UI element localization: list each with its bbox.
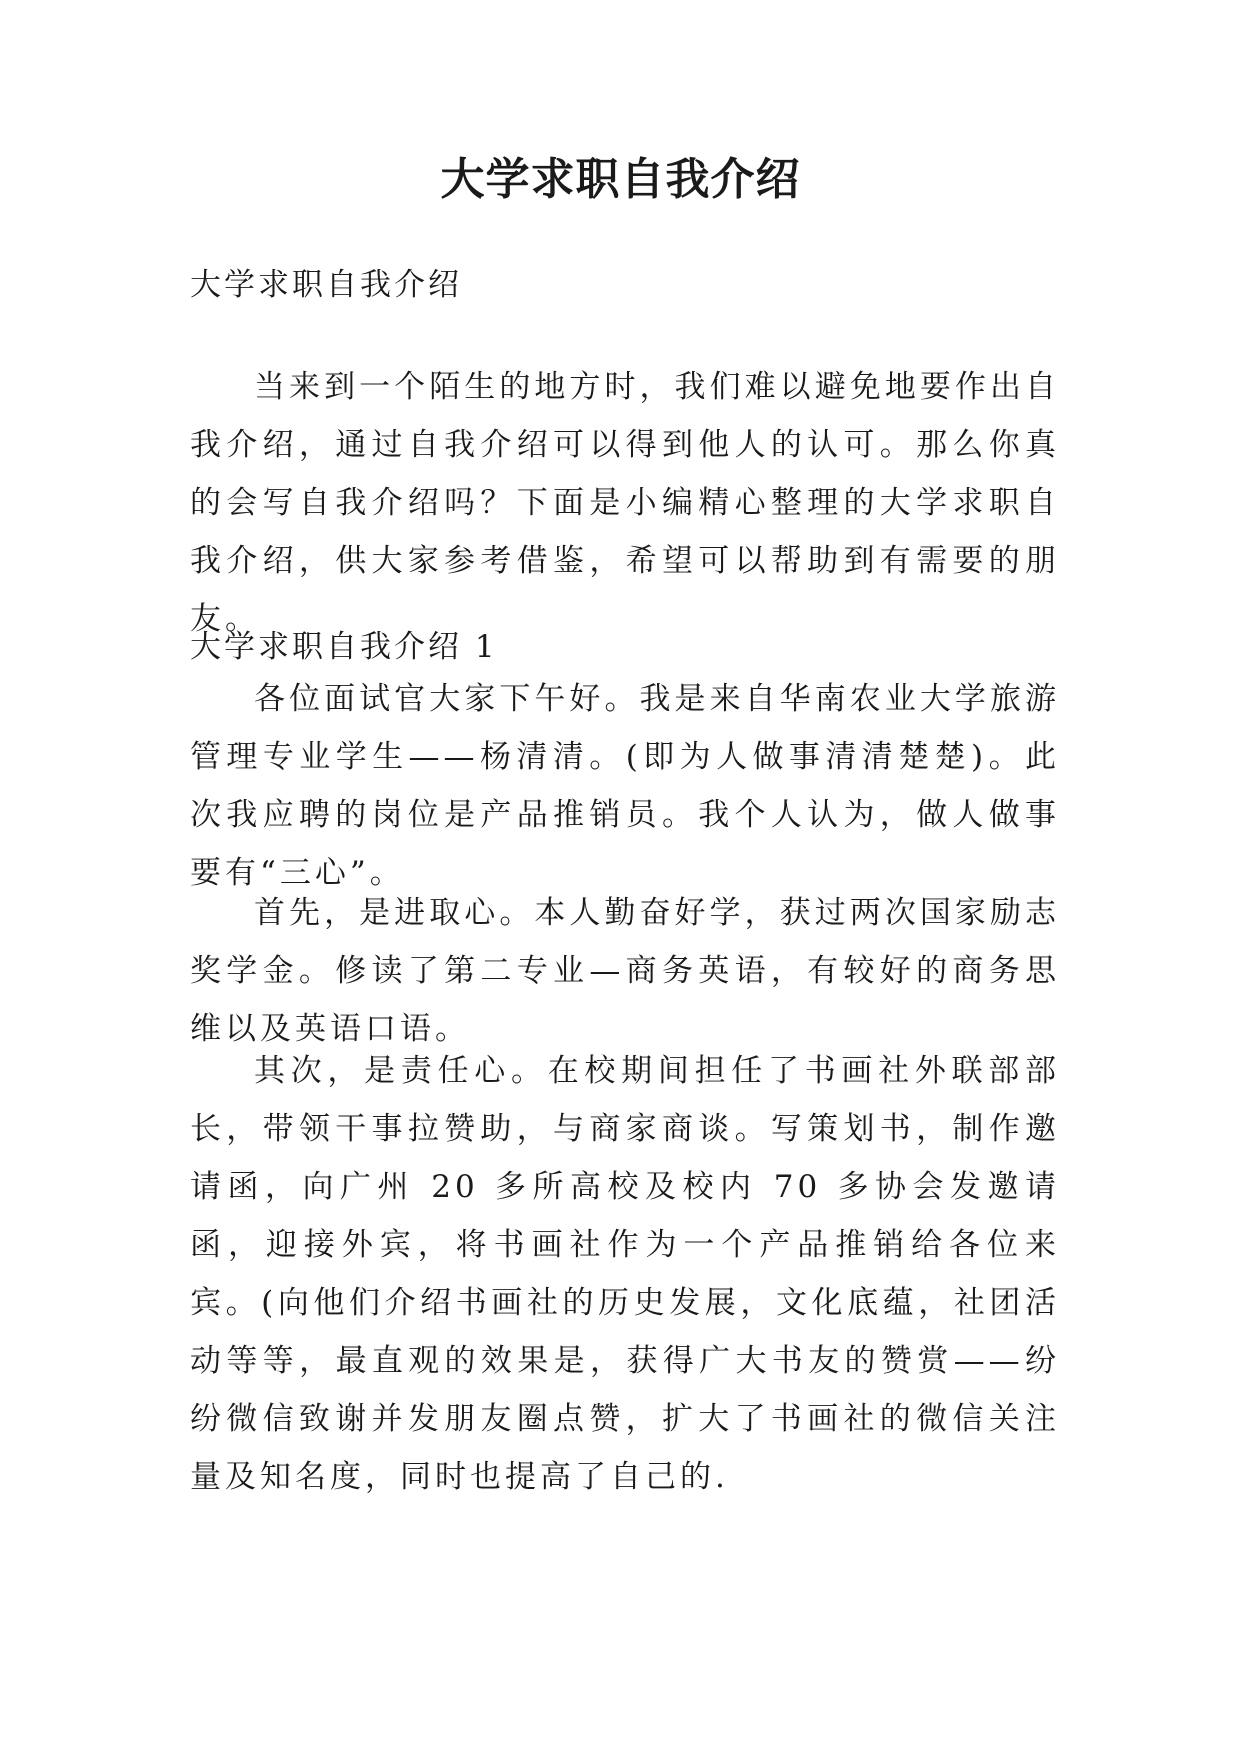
body-paragraph-1: 各位面试官大家下午好。我是来自华南农业大学旅游管理专业学生——杨清清。(即为人做事清清楚楚)。此次我应聘的岗位是产品推销员。我个人认为，做人做事要有“三心”。 — [190, 681, 1060, 891]
document-subtitle: 大学求职自我介绍 — [190, 267, 462, 303]
body-paragraph-2: 首先，是进取心。本人勤奋好学，获过两次国家励志奖学金。修读了第二专业—商务英语，有较好的商务思维以及英语口语。 — [190, 895, 1060, 1047]
intro-paragraph: 当来到一个陌生的地方时，我们难以避免地要作出自我介绍，通过自我介绍可以得到他人的认可。那么你真的会写自我介绍吗？下面是小编精心整理的大学求职自我介绍，供大家参考借鉴，希望可以帮助到有需要的朋友。 — [190, 369, 1060, 637]
document-title: 大学求职自我介绍 — [440, 154, 801, 205]
body-paragraph-3: 其次，是责任心。在校期间担任了书画社外联部部长，带领干事拉赞助，与商家商谈。写策划书，制作邀请函，向广州 20 多所高校及校内 70 多协会发邀请函，迎接外宾，将书画社作为一个产品推销给各位来宾。(向他们介绍书画社的历史发展，文化底蕴，社团活动等等，最直观的效果是，获得广大书友的赞赏——纷纷微信致谢并发朋友圈点赞，扩大了书画社的微信关注量及知名度，同时也提高了自己的. — [190, 1053, 1060, 1495]
section-heading-1: 大学求职自我介绍 1 — [190, 629, 498, 665]
